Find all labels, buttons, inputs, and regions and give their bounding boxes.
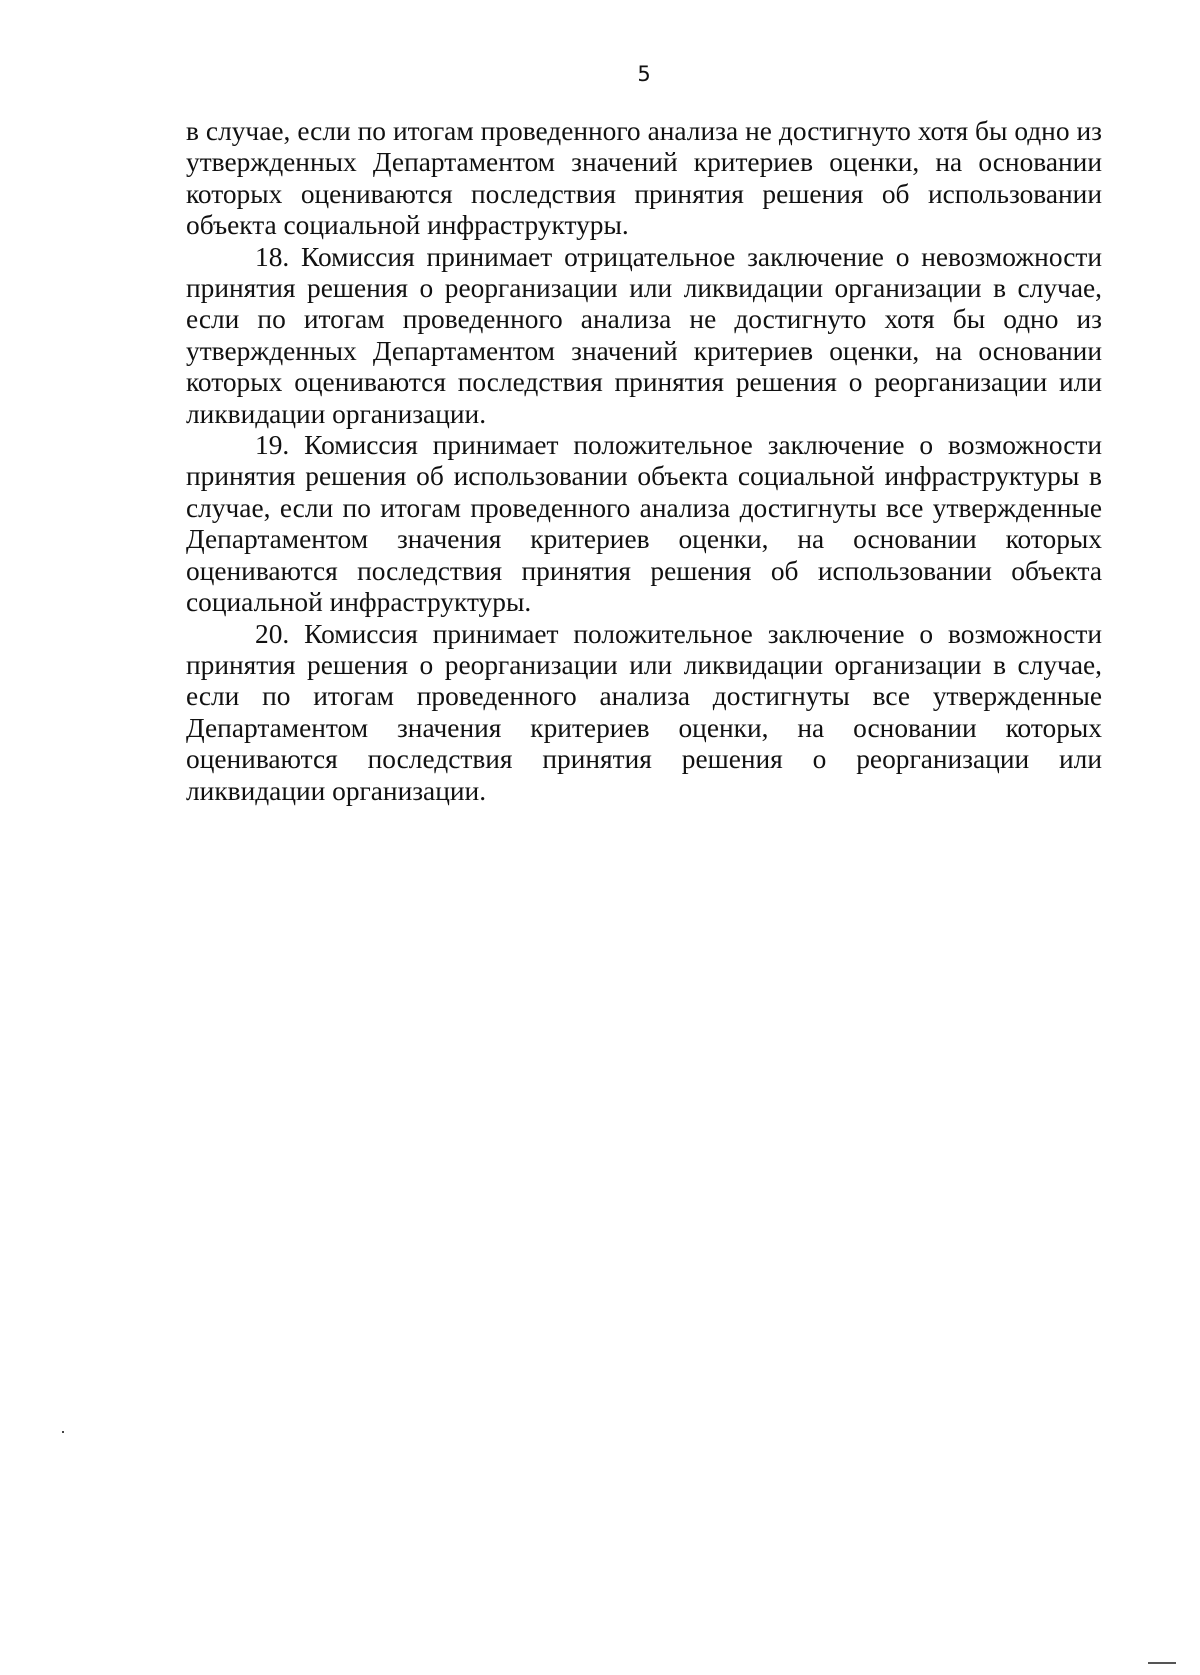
scan-speck xyxy=(62,1431,64,1433)
page-number: 5 xyxy=(637,62,651,86)
document-body xyxy=(186,116,1102,807)
paragraph-item-20: 20. Комиссия принимает положительное заключение о возможности принятия решения о реорганизации или ликвидации организации в случае, если по итогам проведенного анализа достигнуты все утвержденные Департаментом значения критериев оценки, на основании которых оцениваются последствия принятия решения о реорганизации или ликвидации организации. xyxy=(186,618,1102,806)
paragraph-continuation: в случае, если по итогам проведенного анализа не достигнуто хотя бы одно из утвержденных Департаментом значений критериев оценки, на основании которых оцениваются последствия принятия решения об использовании объекта социальной инфраструктуры. xyxy=(186,116,1102,241)
scan-edge-mark xyxy=(1148,1662,1176,1664)
paragraph-item-19: 19. Комиссия принимает положительное заключение о возможности принятия решения об использовании объекта социальной инфраструктуры в случае, если по итогам проведенного анализа достигнуты все утвержденные Департаментом значения критериев оценки, на основании которых оцениваются последствия принятия решения об использовании объекта социальной инфраструктуры. xyxy=(186,430,1102,618)
paragraph-item-18: 18. Комиссия принимает отрицательное заключение о невозможности принятия решения о реорганизации или ликвидации организации в случае, если по итогам проведенного анализа не достигнуто хотя бы одно из утвержденных Департаментом значений критериев оценки, на основании которых оцениваются последствия принятия решения о реорганизации или ликвидации организации. xyxy=(186,241,1102,429)
